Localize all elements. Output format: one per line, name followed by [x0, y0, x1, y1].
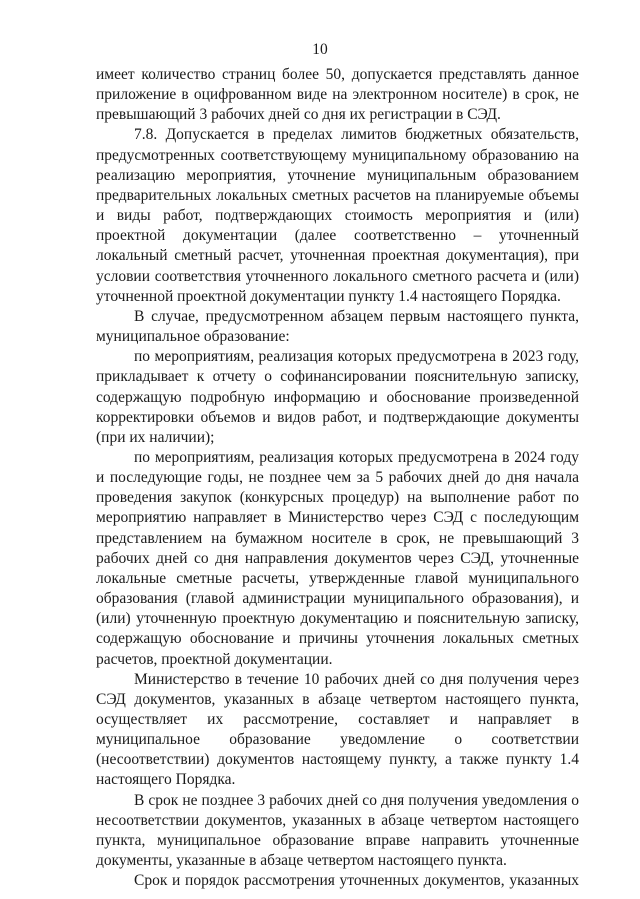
- paragraph-case: В случае, предусмотренном абзацем первым настоящего пункта, муниципальное образование:: [96, 307, 579, 346]
- paragraph-7-8: 7.8. Допускается в пределах лимитов бюджетных обязательств, предусмотренных соответствующему муниципальному образованию на реализацию мероприятия, уточнение муниципальным образованием предварительных локальных сметных расчетов на планируемые объемы и виды работ, подтверждающих стоимость мероприятия и (или) проектной документации (далее соответственно – уточненный локальный сметный расчет, уточненная проектная документация), при условии соответствия уточненного локального сметного расчета и (или) уточненной проектной документации пункту 1.4 настоящего Порядка.: [96, 126, 579, 305]
- paragraph-2023: по мероприятиям, реализация которых предусмотрена в 2023 году, прикладывает к отчету о софинансировании пояснительную записку, содержащую подробную информацию и обоснование произведенной корректировки объемов и видов работ, и подтверждающие документы (при их наличии);: [96, 348, 579, 446]
- paragraph-resubmission: В срок не позднее 3 рабочих дней со дня получения уведомления о несоответствии документов, указанных в абзаце четвертом настоящего пункта, муниципальное образование вправе направить уточненные документы, указанные в абзаце четвертом настоящего пункта.: [96, 791, 579, 870]
- paragraph-ministry-review: Министерство в течение 10 рабочих дней со дня получения через СЭД документов, указанных в абзаце четвертом настоящего пункта, осуществляет их рассмотрение, составляет и направляет в муниципальное образование уведомление о соответствии (несоответствии) документов настоящему пункту, а также пункту 1.4 настоящего Порядка.: [96, 670, 579, 789]
- paragraph-continuation: имеет количество страниц более 50, допускается представлять данное приложение в оцифрованном виде на электронном носителе) в срок, не превышающий 3 рабочих дней со дня их регистрации в СЭД.: [96, 66, 579, 124]
- paragraph-2024: по мероприятиям, реализация которых предусмотрена в 2024 году и последующие годы, не позднее чем за 5 рабочих дней до дня начала проведения закупок (конкурсных процедур) на выполнение работ по мероприятию направляет в Министерство через СЭД с последующим представлением на бумажном носителе в срок, не превышающий 3 рабочих дней со дня направления документов через СЭД, уточненные локальные сметные расчеты, утвержденные главой муниципального образования (главой администрации муниципального образования), и (или) уточненную проектную документацию и пояснительную записку, содержащую обоснование и причины уточнения локальных сметных расчетов, проектной документации.: [96, 448, 579, 668]
- paragraph-review-terms: Срок и порядок рассмотрения уточненных документов, указанных: [134, 872, 579, 890]
- page-number: 10: [312, 41, 328, 58]
- document-body: [96, 65, 579, 891]
